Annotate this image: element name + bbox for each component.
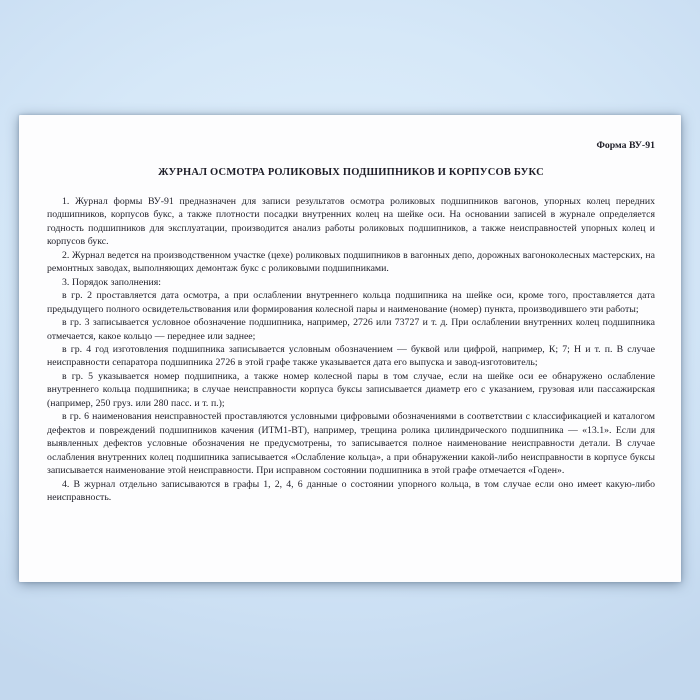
- paragraph-gr5: в гр. 5 указывается номер подшипника, а также номер колесной пары в том случае, если на шейке оси ее обнаружено ослабление внутреннего кольца подшипника; в случае неисправности корпуса буксы записывается диаметр его с указанием, грузовая или пассажирская (например, 250 груз. или 280 пасс. и т. п.);: [47, 370, 655, 409]
- form-number-label: Форма ВУ-91: [596, 140, 655, 151]
- document-page: [19, 115, 681, 582]
- paragraph-2: 2. Журнал ведется на производственном участке (цехе) роликовых подшипников в вагонных депо, дорожных вагоноколесных мастерских, на ремонтных заводах, выполняющих демонтаж букс с роликовыми подшипниками.: [47, 249, 655, 275]
- paragraph-gr4: в гр. 4 год изготовления подшипника записывается условным обозначением — буквой или цифрой, например, К; 7; Н и т. п. В случае неисправности сепаратора подшипника 2726 в этой графе также указывается дата его выпуска и завод-изготовитель;: [47, 343, 655, 369]
- paragraph-4: 4. В журнал отдельно записываются в графы 1, 2, 4, 6 данные о состоянии упорного кольца, в том случае если оно имеет какую-либо неисправность.: [47, 478, 655, 503]
- paragraph-gr6: в гр. 6 наименования неисправностей проставляются условными цифровыми обозначениями в соответствии с классификацией и каталогом дефектов и повреждений подшипников качения (ИТМ1-ВТ), например, трещина ролика цилиндрического подшипника — «13.1». Если для выявленных дефектов условные обозначения не предусмотрены, то записывается полное наименование неисправности детали. В случае ослабления внутренних колец подшипника записывается «Ослабление кольца», а при обнаружении какой-либо неисправности в корпусе буксы записывается наименование этой неисправности. При исправном состоянии подшипника в этой графе отмечается «Годен».: [47, 411, 655, 477]
- paragraph-3-heading: 3. Порядок заполнения:: [62, 276, 161, 288]
- paragraph-1: 1. Журнал формы ВУ-91 предназначен для записи результатов осмотра роликовых подшипников вагонов, упорных колец передних подшипников, корпусов букс, а также плотности посадки внутренних колец на шейке оси. На основании записей в журнале определяется годность подшипников для эксплуатации, производится анализ работы роликовых подшипников, а также неисправностей упорных колец и корпусов букс.: [47, 196, 655, 248]
- document-body: [47, 195, 655, 504]
- paragraph-gr2: в гр. 2 проставляется дата осмотра, а при ослаблении внутреннего кольца подшипника на шейке оси, кроме того, проставляется дата предыдущего полного освидетельствования или формирования колесной пары и наименование (номер) пункта, производившего эти работы;: [47, 290, 655, 315]
- document-title: ЖУРНАЛ ОСМОТРА РОЛИКОВЫХ ПОДШИПНИКОВ И КОРПУСОВ БУКС: [158, 167, 544, 178]
- paragraph-gr3: в гр. 3 записывается условное обозначение подшипника, например, 2726 или 73727 и т. д. При ослаблении внутренних колец подшипника отмечается, какое кольцо — переднее или заднее;: [47, 317, 655, 342]
